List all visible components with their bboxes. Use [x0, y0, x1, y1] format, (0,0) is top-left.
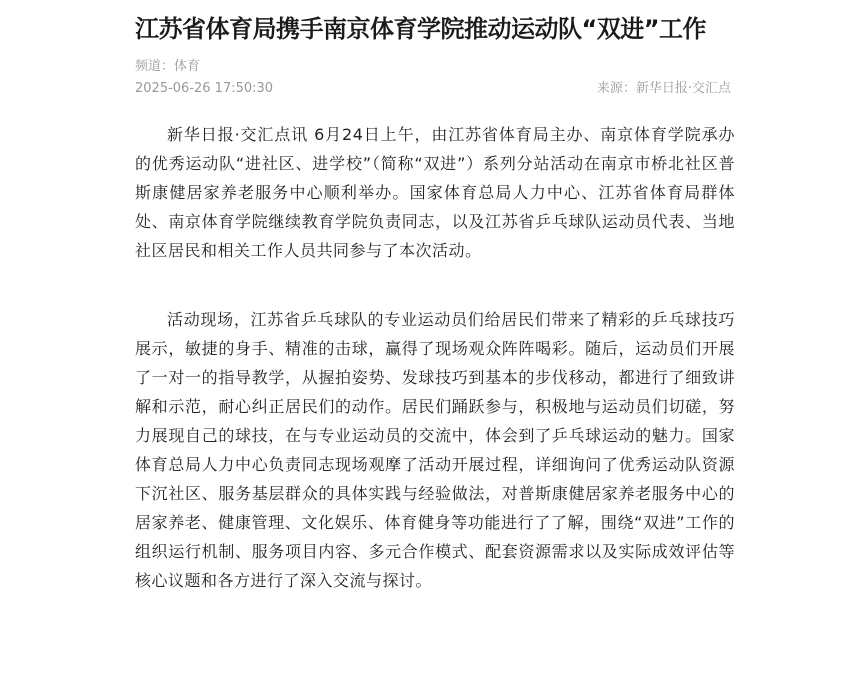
article-paragraph: 新华日报·交汇点讯 6月24日上午，由江苏省体育局主办、南京体育学院承办的优秀运动队“进社区、进学校”（简称“双进”）系列分站活动在南京市桥北社区普斯康健居家养老服务中心顺利举办。国家体育总局人力中心、江苏省体育局群体处、南京体育学院继续教育学院负责同志，以及江苏省乒乓球队运动员代表、当地社区居民和相关工作人员共同参与了本次活动。 [135, 125, 735, 260]
source-label: 来源：新华日报·交汇点 [596, 81, 731, 96]
channel-label: 频道：体育 [135, 59, 201, 74]
publish-datetime: 2025-06-26 17:50:30 [135, 81, 274, 96]
article-meta-channel-row [135, 58, 731, 76]
article-meta-date-row [135, 80, 731, 98]
article-title: 江苏省体育局携手南京体育学院推动运动队“双进”工作 [135, 15, 707, 43]
article-paragraph: 活动现场，江苏省乒乓球队的专业运动员们给居民们带来了精彩的乒乓球技巧展示，敏捷的身手、精准的击球，赢得了现场观众阵阵喝彩。随后，运动员们开展了一对一的指导教学，从握拍姿势、发球技巧到基本的步伐移动，都进行了细致讲解和示范，耐心纠正居民们的动作。居民们踊跃参与，积极地与运动员们切磋，努力展现自己的球技，在与专业运动员的交流中，体会到了乒乓球运动的魅力。国家体育总局人力中心负责同志现场观摩了活动开展过程，详细询问了优秀运动队资源下沉社区、服务基层群众的具体实践与经验做法，对普斯康健居家养老服务中心的居家养老、健康管理、文化娱乐、体育健身等功能进行了了解，围绕“双进”工作的组织运行机制、服务项目内容、多元合作模式、配套资源需求以及实际成效评估等核心议题和各方进行了深入交流与探讨。 [135, 310, 735, 590]
